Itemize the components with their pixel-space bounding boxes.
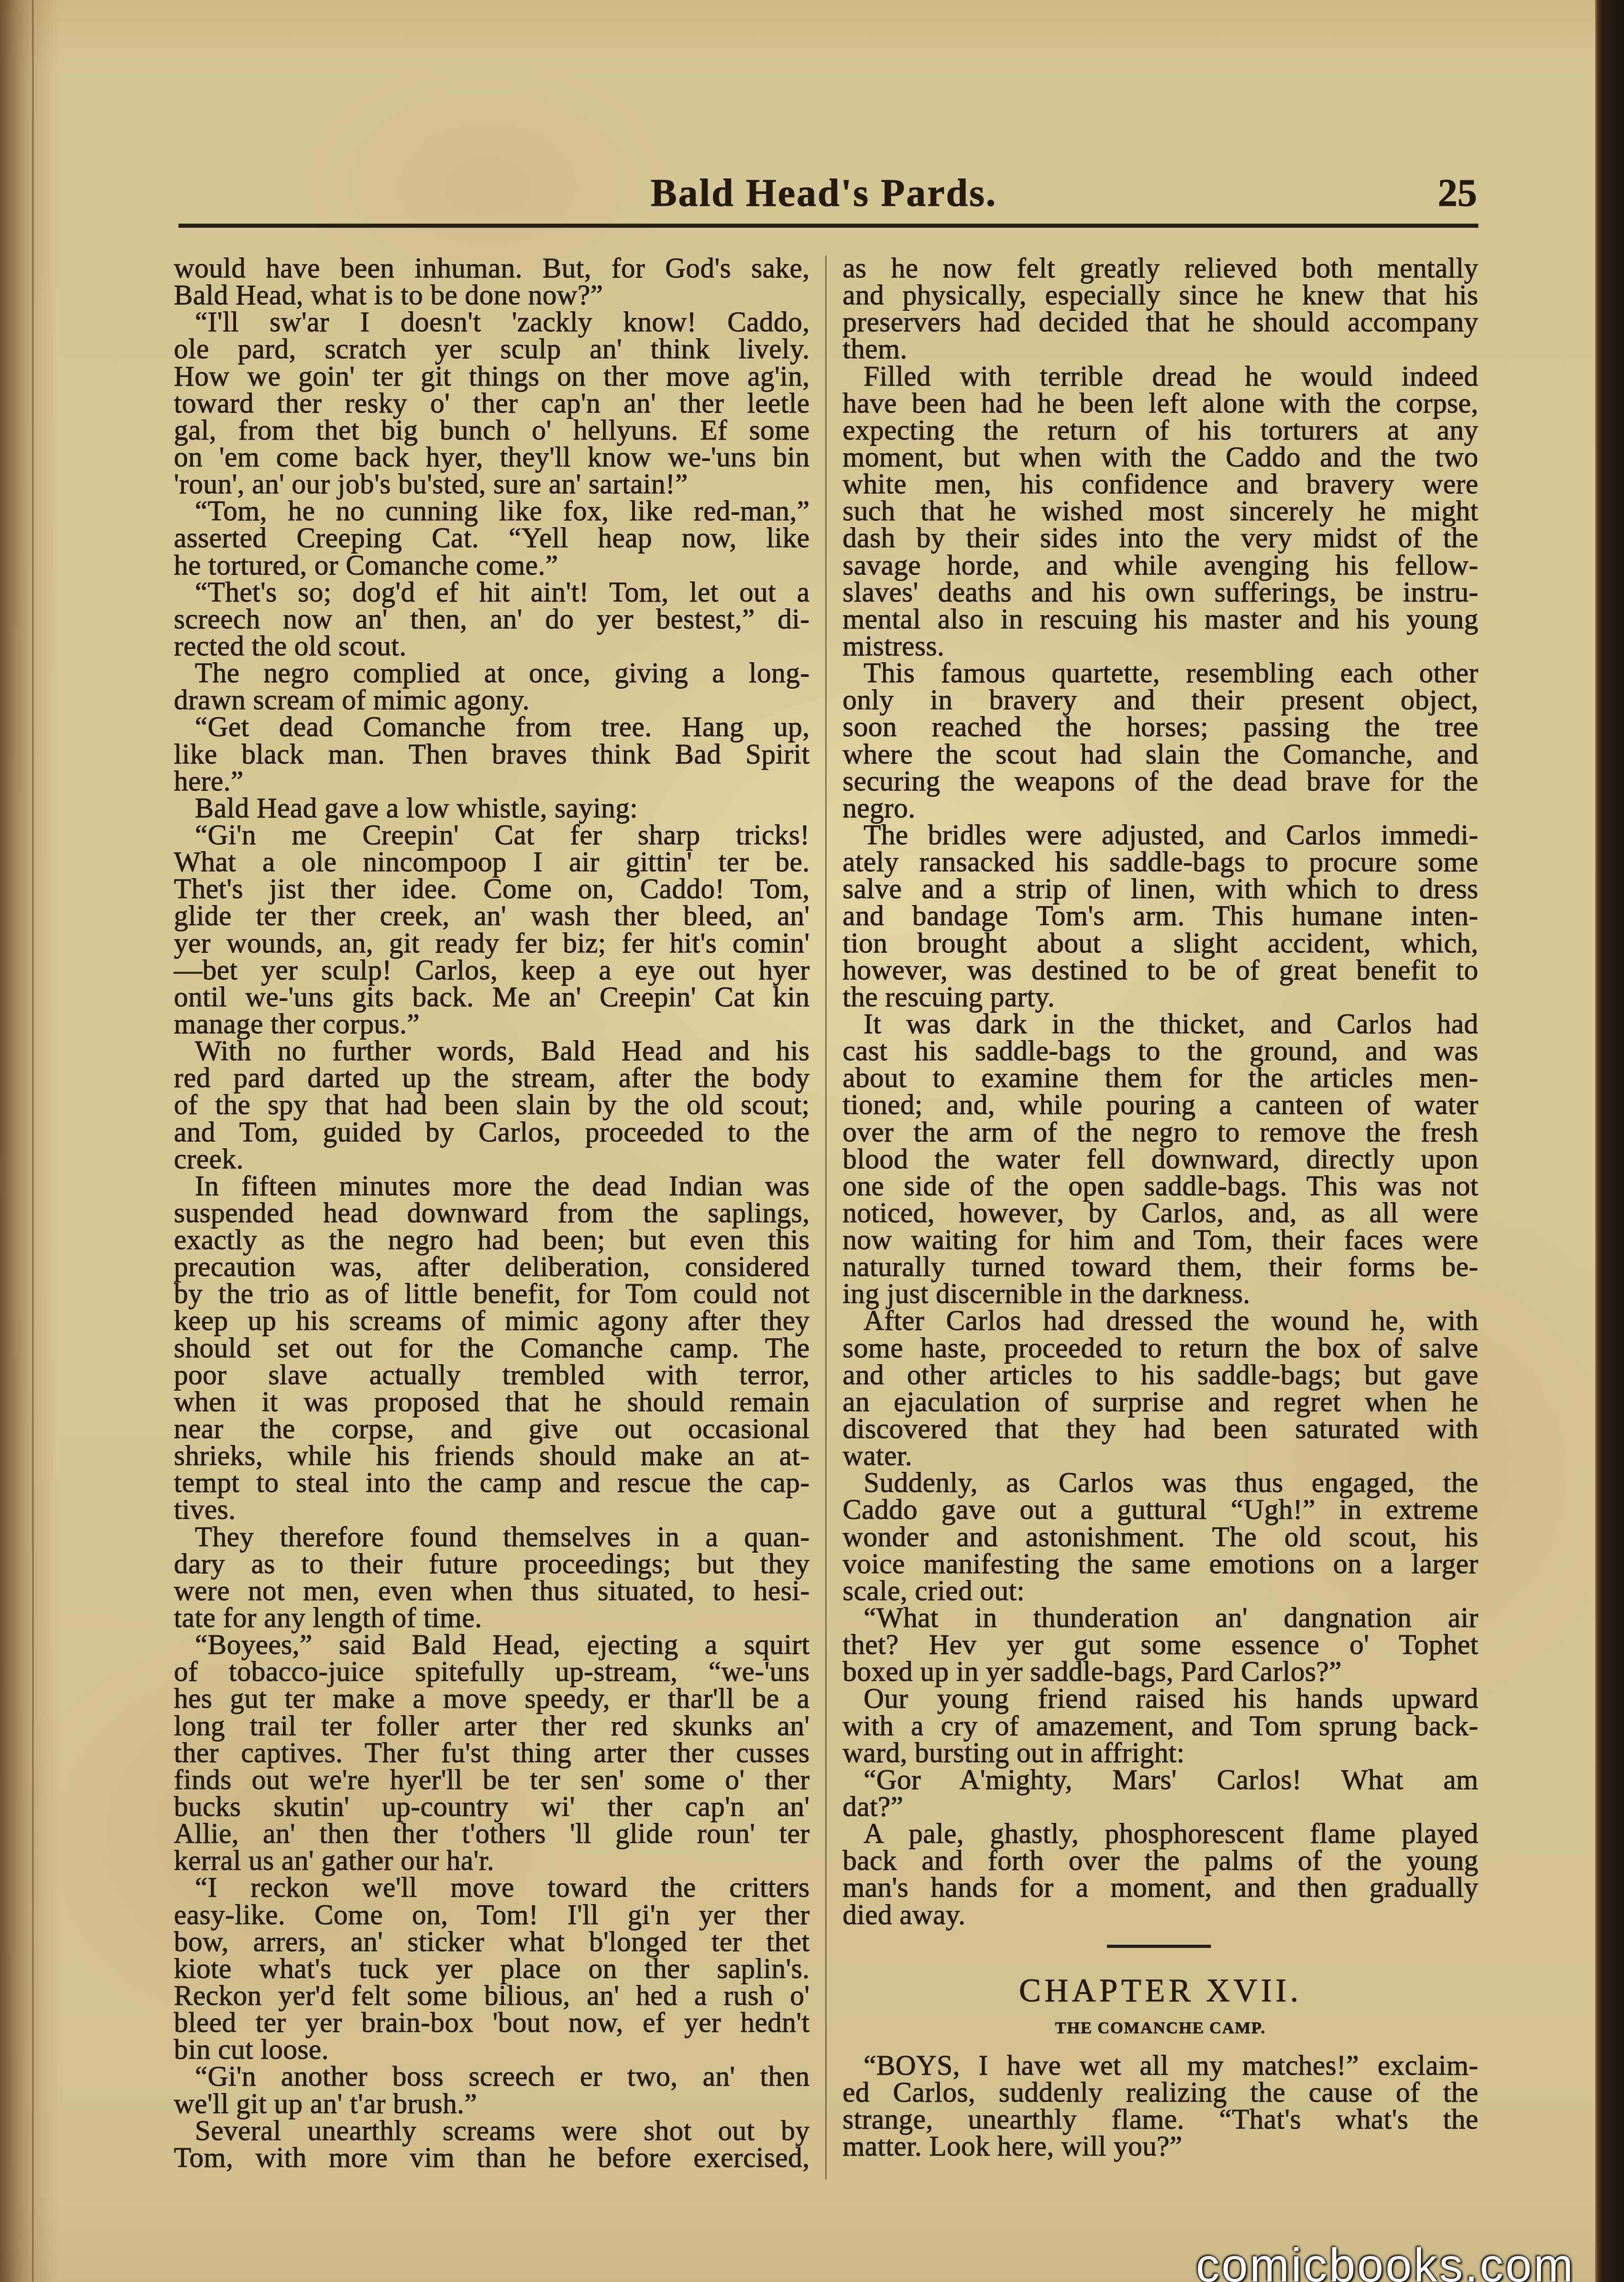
text-line: water. xyxy=(843,1440,912,1472)
text-line: like black man. Then braves think Bad Spirit xyxy=(174,738,810,770)
text-line: gal, from thet big bunch o' hellyuns. Ef some xyxy=(174,414,810,446)
running-title: Bald Head's Pards. xyxy=(650,171,997,215)
text-line: such that he wished most sincerely he might xyxy=(843,496,1478,527)
text-line: naturally turned toward them, their forms be- xyxy=(843,1251,1478,1283)
text-line: creek. xyxy=(174,1143,244,1175)
text-line: precaution was, after deliberation, considered xyxy=(174,1251,810,1283)
header-rule xyxy=(178,224,1478,228)
text-line: rected the old scout. xyxy=(174,630,407,662)
paragraph xyxy=(843,2052,1478,2161)
paragraph xyxy=(174,714,810,795)
text-line: Filled with terrible dread he would indeed xyxy=(864,361,1478,392)
text-column-left xyxy=(174,255,810,2172)
text-line: yer wounds, an, git ready fer biz; fer hit's comin' xyxy=(174,927,810,959)
text-line: of the spy that had been slain by the old scout; xyxy=(174,1089,810,1121)
text-line: mistress. xyxy=(843,630,945,662)
text-line: “Gor A'mighty, Mars' Carlos! What am xyxy=(864,1764,1478,1795)
text-line: Allie, an' then ther t'others 'll glide roun' ter xyxy=(174,1818,810,1850)
text-line: strange, unearthly flame. “That's what's the xyxy=(843,2104,1478,2135)
paragraph xyxy=(174,1872,810,2066)
text-line: “Boyees,” said Bald Head, ejecting a squirt xyxy=(195,1629,810,1661)
text-line: soon reached the horses; passing the tree xyxy=(843,712,1478,743)
text-line: should set out for the Comanche camp. The xyxy=(174,1332,810,1364)
text-line: red pard darted up the stream, after the body xyxy=(174,1062,810,1094)
text-line: ole pard, scratch yer sculp an' think lively. xyxy=(174,334,810,365)
text-line: and physically, especially since he knew that his xyxy=(843,280,1478,311)
text-line: easy-like. Come on, Tom! I'll gi'n yer ther xyxy=(174,1899,810,1931)
text-line: tion brought about a slight accident, which, xyxy=(843,927,1478,959)
text-line: A pale, ghastly, phosphorescent flame played xyxy=(864,1818,1478,1850)
text-line: “Gi'n me Creepin' Cat fer sharp tricks! xyxy=(195,819,810,851)
text-line: them. xyxy=(843,334,907,365)
text-line: Our young friend raised his hands upward xyxy=(864,1683,1478,1715)
paragraph xyxy=(174,255,810,309)
text-line: slaves' deaths and his own sufferings, be instru- xyxy=(843,576,1478,608)
text-line: It was dark in the thicket, and Carlos had xyxy=(864,1008,1478,1040)
paragraph xyxy=(174,819,810,1040)
text-line: Bald Head gave a low whistle, saying: xyxy=(195,792,638,824)
column-rule xyxy=(825,256,827,2179)
text-line: Tom, with more vim than he before exercised, xyxy=(174,2142,810,2173)
text-line: the rescuing party. xyxy=(843,981,1055,1013)
text-line: as he now felt greatly relieved both mentally xyxy=(843,253,1478,284)
text-line: white men, his confidence and bravery were xyxy=(843,469,1478,500)
paragraph xyxy=(843,819,1478,1013)
text-line: and other articles to his saddle-bags; but gave xyxy=(843,1359,1478,1391)
paragraph xyxy=(174,309,810,498)
text-line: and bandage Tom's arm. This humane inten- xyxy=(843,900,1478,932)
text-line: kiote what's tuck yer place on ther saplin's. xyxy=(174,1953,810,1984)
text-line: long trail ter foller arter ther red skunks an' xyxy=(174,1710,810,1742)
text-line: “I'll sw'ar I doesn't 'zackly know! Caddo, xyxy=(195,307,810,338)
text-line: bin cut loose. xyxy=(174,2034,329,2066)
text-column-right xyxy=(843,255,1478,1929)
text-line: would have been inhuman. But, for God's sake, xyxy=(174,253,810,284)
paragraph xyxy=(174,498,810,579)
text-line: we'll git up an' t'ar brush.” xyxy=(174,2088,477,2120)
text-line: “What in thunderation an' dangnation air xyxy=(864,1602,1478,1634)
text-line: with a cry of amazement, and Tom sprung back- xyxy=(843,1710,1478,1742)
text-line: “Thet's so; dog'd ef hit ain't! Tom, let out a xyxy=(195,576,810,608)
text-line: hes gut ter make a move speedy, er thar'll be a xyxy=(174,1683,810,1715)
text-line: ed Carlos, suddenly realizing the cause of the xyxy=(843,2077,1478,2109)
text-line: finds out we're hyer'll be ter sen' some o' ther xyxy=(174,1764,810,1795)
paragraph xyxy=(174,2115,810,2173)
text-line: wonder and astonishment. The old scout, his xyxy=(843,1521,1478,1553)
text-line: “Get dead Comanche from tree. Hang up, xyxy=(195,712,810,743)
text-line: now waiting for him and Tom, their faces were xyxy=(843,1225,1478,1256)
text-line: moment, but when with the Caddo and the two xyxy=(843,441,1478,473)
text-line: when it was proposed that he should remain xyxy=(174,1386,810,1418)
paragraph xyxy=(843,1008,1478,1310)
paragraph xyxy=(843,1764,1478,1823)
text-line: Reckon yer'd felt some bilious, an' hed a rush o' xyxy=(174,1980,810,2011)
chapter-opening-text xyxy=(843,2052,1478,2161)
text-line: Suddenly, as Carlos was thus engaged, the xyxy=(864,1467,1478,1499)
text-line: about to examine them for the articles men- xyxy=(843,1062,1478,1094)
paragraph xyxy=(174,660,810,714)
text-line: on 'em come back hyer, they'll know we-'uns bin xyxy=(174,441,810,473)
text-line: Bald Head, what is to be done now?” xyxy=(174,280,603,311)
text-line: They therefore found themselves in a quan- xyxy=(195,1521,810,1553)
text-line: and Tom, guided by Carlos, proceeded to the xyxy=(174,1116,810,1148)
text-line: one side of the open saddle-bags. This was not xyxy=(843,1170,1478,1202)
text-line: dash by their sides into the very midst of the xyxy=(843,523,1478,554)
text-line: ther captives. Ther fu'st thing arter ther cusses xyxy=(174,1737,810,1769)
text-line: negro. xyxy=(843,792,916,824)
text-line: asserted Creeping Cat. “Yell heap now, like xyxy=(174,523,810,554)
paragraph xyxy=(843,1602,1478,1688)
text-line: by the trio as of little benefit, for Tom could not xyxy=(174,1278,810,1310)
text-line: died away. xyxy=(843,1899,966,1931)
text-line: near the corpse, and give out occasional xyxy=(174,1413,810,1445)
text-line: shrieks, while his friends should make an at- xyxy=(174,1440,810,1472)
text-line: Caddo gave out a guttural “Ugh!” in extreme xyxy=(843,1494,1478,1526)
text-line: dat?” xyxy=(843,1791,904,1823)
text-line: Several unearthly screams were shot out by xyxy=(195,2115,810,2146)
text-line: salve and a strip of linen, with which to dress xyxy=(843,874,1478,905)
text-line: glide ter ther creek, an' wash ther bleed, an' xyxy=(174,900,810,932)
text-line: “Tom, he no cunning like fox, like red-man,” xyxy=(195,496,810,527)
paragraph xyxy=(174,1038,810,1173)
text-line: voice manifesting the same emotions on a larger xyxy=(843,1548,1478,1580)
text-line: What a ole nincompoop I air gittin' ter be. xyxy=(174,847,810,878)
text-line: blood the water fell downward, directly upon xyxy=(843,1143,1478,1175)
text-line: have been had he been left alone with the corpse, xyxy=(843,387,1478,419)
text-line: In fifteen minutes more the dead Indian was xyxy=(195,1170,810,1202)
text-line: of tobacco-juice spitefully up-stream, “we-'uns xyxy=(174,1656,810,1688)
paragraph xyxy=(843,1818,1478,1931)
text-line: bleed ter yer brain-box 'bout now, ef yer hedn't xyxy=(174,2007,810,2039)
paragraph xyxy=(174,1170,810,1526)
chapter-subtitle: THE COMANCHE CAMP. xyxy=(1055,2019,1266,2037)
text-line: After Carlos had dressed the wound he, with xyxy=(864,1305,1478,1337)
paragraph xyxy=(843,660,1478,822)
paragraph xyxy=(174,1629,810,1877)
text-line: The negro complied at once, giving a long- xyxy=(195,658,810,689)
binding-edge xyxy=(0,0,59,2282)
chapter-rule xyxy=(1107,1945,1211,1948)
text-line: over the arm of the negro to remove the fresh xyxy=(843,1116,1478,1148)
page-number: 25 xyxy=(1438,171,1477,215)
text-line: where the scout had slain the Comanche, and xyxy=(843,738,1478,770)
paragraph xyxy=(174,2061,810,2120)
text-line: ontil we-'uns gits back. Me an' Creepin' Cat kin xyxy=(174,981,810,1013)
text-line: manage ther corpus.” xyxy=(174,1008,420,1040)
text-line: drawn scream of mimic agony. xyxy=(174,685,530,716)
text-line: he tortured, or Comanche come.” xyxy=(174,550,558,581)
paragraph xyxy=(843,1305,1478,1472)
text-line: ately ransacked his saddle-bags to procure some xyxy=(843,847,1478,878)
text-line: 'roun', an' our job's bu'sted, sure an' sartain!” xyxy=(174,469,688,500)
text-line: dary as to their future proceedings; but they xyxy=(174,1548,810,1580)
text-line: preservers had decided that he should accompany xyxy=(843,307,1478,338)
text-line: ing just discernible in the darkness. xyxy=(843,1278,1251,1310)
text-line: kerral us an' gather our ha'r. xyxy=(174,1845,494,1877)
paragraph xyxy=(843,1467,1478,1607)
text-line: scale, cried out: xyxy=(843,1575,1025,1607)
text-line: tioned; and, while pouring a canteen of water xyxy=(843,1089,1478,1121)
text-line: How we goin' ter git things on ther move ag'in, xyxy=(174,361,810,392)
text-line: back and forth over the palms of the young xyxy=(843,1845,1478,1877)
text-line: boxed up in yer saddle-bags, Pard Carlos?” xyxy=(843,1656,1342,1688)
text-line: The bridles were adjusted, and Carlos immedi- xyxy=(864,819,1478,851)
text-line: noticed, however, by Carlos, and, as all were xyxy=(843,1197,1478,1229)
text-line: “I reckon we'll move toward the critters xyxy=(195,1872,810,1904)
text-line: “BOYS, I have wet all my matches!” exclaim- xyxy=(864,2050,1478,2081)
text-line: poor slave actually trembled with terror, xyxy=(174,1359,810,1391)
paragraph xyxy=(843,255,1478,363)
text-line: man's hands for a moment, and then gradually xyxy=(843,1872,1478,1904)
text-line: expecting the return of his torturers at any xyxy=(843,414,1478,446)
text-line: keep up his screams of mimic agony after they xyxy=(174,1305,810,1337)
chapter-heading: CHAPTER XVII. xyxy=(1019,1972,1302,2009)
text-line: —bet yer sculp! Carlos, keep a eye out hyer xyxy=(174,954,810,986)
binding-crease xyxy=(32,0,34,2282)
text-line: matter. Look here, will you?” xyxy=(843,2131,1183,2162)
text-line: some haste, proceeded to return the box of salve xyxy=(843,1332,1478,1364)
text-line: savage horde, and while avenging his fellow- xyxy=(843,550,1478,581)
text-line: tate for any length of time. xyxy=(174,1602,482,1634)
text-line: thet? Hev yer gut some essence o' Tophet xyxy=(843,1629,1478,1661)
paragraph xyxy=(174,576,810,662)
text-line: bow, arrers, an' sticker what b'longed ter thet xyxy=(174,1926,810,1957)
text-line: With no further words, Bald Head and his xyxy=(195,1036,810,1067)
text-line: discovered that they had been saturated with xyxy=(843,1413,1478,1445)
text-line: securing the weapons of the dead brave for the xyxy=(843,765,1478,797)
paragraph xyxy=(843,363,1478,660)
text-line: screech now an' then, an' do yer bestest,” di- xyxy=(174,603,810,635)
text-line: suspended head downward from the saplings, xyxy=(174,1197,810,1229)
paragraph xyxy=(843,1683,1478,1769)
scan-background-edge xyxy=(1595,0,1624,2282)
paragraph xyxy=(174,1521,810,1634)
paragraph xyxy=(174,792,810,824)
text-line: cast his saddle-bags to the ground, and was xyxy=(843,1036,1478,1067)
text-line: here.” xyxy=(174,765,244,797)
text-line: exactly as the negro had been; but even this xyxy=(174,1225,810,1256)
text-line: an ejaculation of surprise and regret when he xyxy=(843,1386,1478,1418)
text-line: Thet's jist ther idee. Come on, Caddo! Tom, xyxy=(174,874,810,905)
text-line: were not men, even when thus situated, to hesi- xyxy=(174,1575,810,1607)
text-line: only in bravery and their present object, xyxy=(843,685,1478,716)
text-line: tempt to steal into the camp and rescue the cap- xyxy=(174,1467,810,1499)
watermark: comicbooks.com xyxy=(1196,2239,1575,2282)
text-line: tives. xyxy=(174,1494,236,1526)
text-line: bucks skutin' up-country wi' ther cap'n an' xyxy=(174,1791,810,1823)
text-line: “Gi'n another boss screech er two, an' then xyxy=(195,2061,810,2093)
text-line: This famous quartette, resembling each other xyxy=(864,658,1478,689)
text-line: ward, bursting out in affright: xyxy=(843,1737,1185,1769)
text-line: toward ther resky o' ther cap'n an' ther leetle xyxy=(174,387,810,419)
text-line: however, was destined to be of great benefit to xyxy=(843,954,1478,986)
text-line: mental also in rescuing his master and his young xyxy=(843,603,1478,635)
